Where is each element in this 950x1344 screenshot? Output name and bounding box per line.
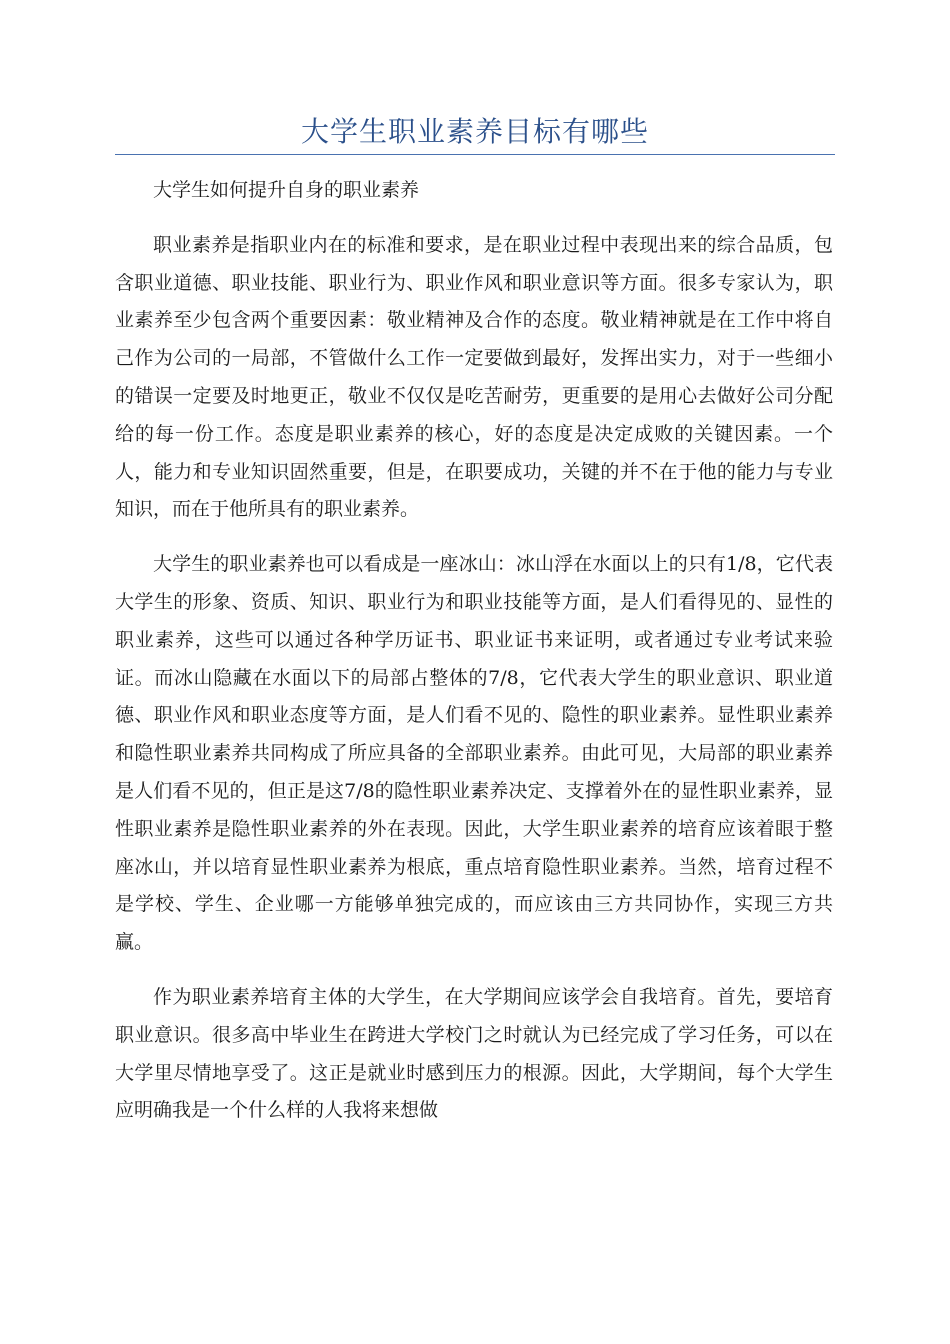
paragraph-self-cultivation: 作为职业素养培育主体的大学生，在大学期间应该学会自我培育。首先，要培育职业意识。很多高中毕业生在跨进大学校门之时就认为已经完成了学习任务，可以在大学里尽情地享受了。这正是就业时感到压力的根源。因此，大学期间，每个大学生应明确我是一个什么样的人我将来想做 (115, 985, 833, 1122)
paragraph-iceberg: 大学生的职业素养也可以看成是一座冰山：冰山浮在水面以上的只有1/8，它代表大学生的形象、资质、知识、职业行为和职业技能等方面，是人们看得见的、显性的职业素养，这些可以通过各种学历证书、职业证书来证明，或者通过专业考试来验证。而冰山隐藏在水面以下的局部占整体的7/8，它代表大学生的职业意识、职业道德、职业作风和职业态度等方面，是人们看不见的、隐性的职业素养。显性职业素养和隐性职业素养共同构成了所应具备的全部职业素养。由此可见，大局部的职业素养是人们看不见的，但正是这7/8的隐性职业素养决定、支撑着外在的显性职业素养，显性职业素养是隐性职业素养的外在表现。因此，大学生职业素养的培育应该着眼于整座冰山，并以培育显性职业素养为根底，重点培育隐性职业素养。当然，培育过程不是学校、学生、企业哪一方能够单独完成的，而应该由三方共同协作，实现三方共赢。 (115, 553, 833, 954)
paragraph-definition: 职业素养是指职业内在的标准和要求，是在职业过程中表现出来的综合品质，包含职业道德、职业技能、职业行为、职业作风和职业意识等方面。很多专家认为，职业素养至少包含两个重要因素：敬业精神及合作的态度。敬业精神就是在工作中将自己作为公司的一局部，不管做什么工作一定要做到最好，发挥出实力，对于一些细小的错误一定要及时地更正，敬业不仅仅是吃苦耐劳，更重要的是用心去做好公司分配给的每一份工作。态度是职业素养的核心，好的态度是决定成败的关键因素。一个人，能力和专业知识固然重要，但是，在职要成功，关键的并不在于他的能力与专业知识，而在于他所具有的职业素养。 (115, 233, 833, 521)
document-title: 大学生职业素养目标有哪些 (300, 115, 649, 148)
section-subheading: 大学生如何提升自身的职业素养 (153, 179, 420, 201)
title-underline (115, 154, 835, 155)
document-body (115, 172, 833, 1147)
